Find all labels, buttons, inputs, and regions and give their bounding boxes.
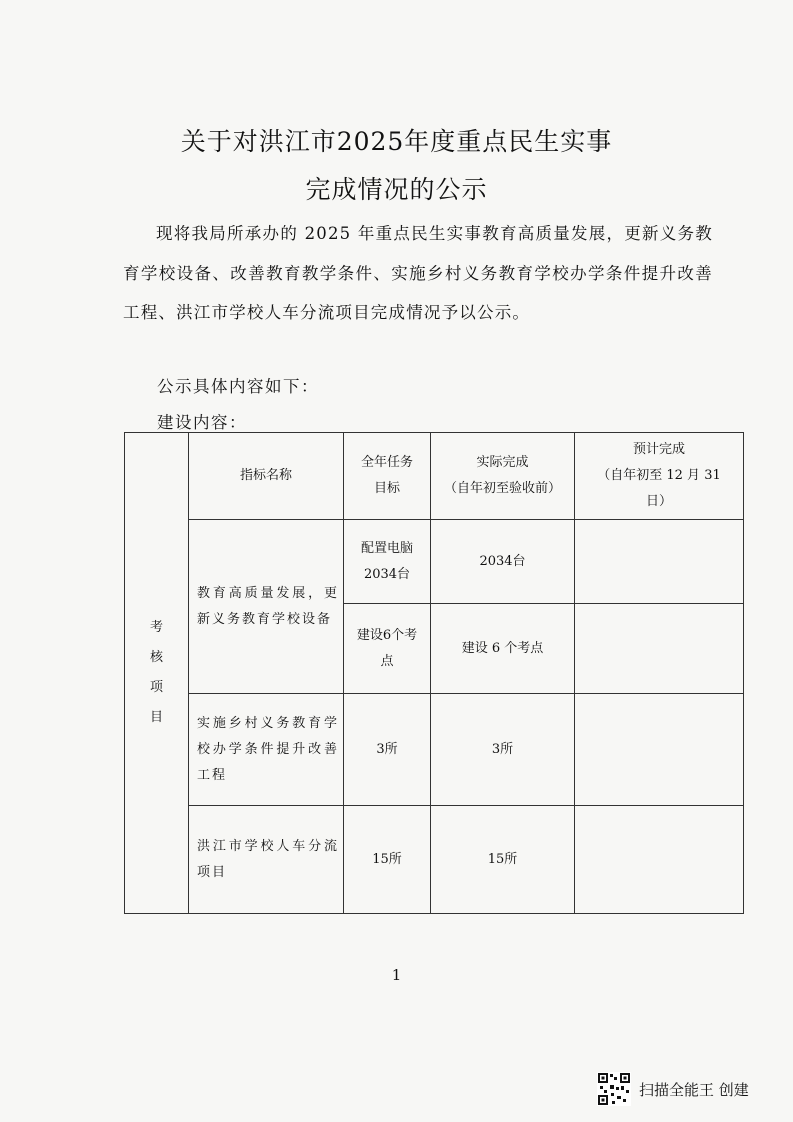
category-cell	[125, 433, 189, 914]
row4-indicator-name: 洪江市学校人车分流项目	[189, 806, 344, 914]
row2-actual: 建设 6 个考点	[431, 604, 575, 694]
watermark-text: 扫描全能王 创建	[639, 1080, 749, 1099]
row2-target-text: 建设6个考点	[356, 627, 418, 669]
row4-actual: 15所	[431, 806, 575, 914]
qr-code-icon	[597, 1072, 631, 1106]
table-row	[125, 694, 744, 806]
row1-indicator-name: 教育高质量发展，更新义务教育学校设备	[189, 520, 344, 694]
row3-indicator-name: 实施乡村义务教育学校办学条件提升改善工程	[189, 694, 344, 806]
doc-title-line2: 完成情况的公示	[305, 175, 488, 204]
construction-content-label: 建设内容：	[157, 413, 247, 432]
intro-paragraph: 现将我局所承办的 2025 年重点民生实事教育高质量发展，更新义务教育学校设备、改善教育教学条件、实施乡村义务教育学校办学条件提升改善工程、洪江市学校人车分流项目完成情况予以公示。	[123, 224, 713, 322]
table-header-row	[125, 433, 744, 520]
row1-target-text: 配置电脑2034台	[360, 540, 413, 582]
row4-expected	[575, 806, 744, 914]
header-expected-line1: 预计完成	[632, 442, 685, 457]
doc-title-line1: 关于对洪江市2025年度重点民生实事	[180, 127, 613, 156]
page-number: 1	[391, 966, 402, 984]
header-actual-line2: （自年初至验收前）	[443, 481, 561, 496]
header-actual-line1: 实际完成	[476, 455, 529, 470]
header-indicator-name: 指标名称	[189, 433, 344, 520]
row4-target: 15所	[344, 806, 431, 914]
row2-target	[344, 604, 431, 694]
header-annual-target	[344, 433, 431, 520]
row3-expected	[575, 694, 744, 806]
assessment-table	[124, 432, 744, 914]
row1-target	[344, 520, 431, 604]
header-annual-target-text: 全年任务目标	[361, 455, 414, 496]
header-expected	[575, 433, 744, 520]
row3-target: 3所	[344, 694, 431, 806]
row2-expected	[575, 604, 744, 694]
row3-actual: 3所	[431, 694, 575, 806]
category-label: 考核项目	[149, 620, 163, 725]
header-actual	[431, 433, 575, 520]
header-expected-line2: （自年初至 12 月 31 日）	[597, 468, 721, 509]
scanner-watermark	[597, 1072, 749, 1106]
row1-actual: 2034台	[431, 520, 575, 604]
row1-expected	[575, 520, 744, 604]
table-row	[125, 520, 744, 604]
content-intro-line: 公示具体内容如下：	[157, 377, 319, 396]
table-row	[125, 806, 744, 914]
